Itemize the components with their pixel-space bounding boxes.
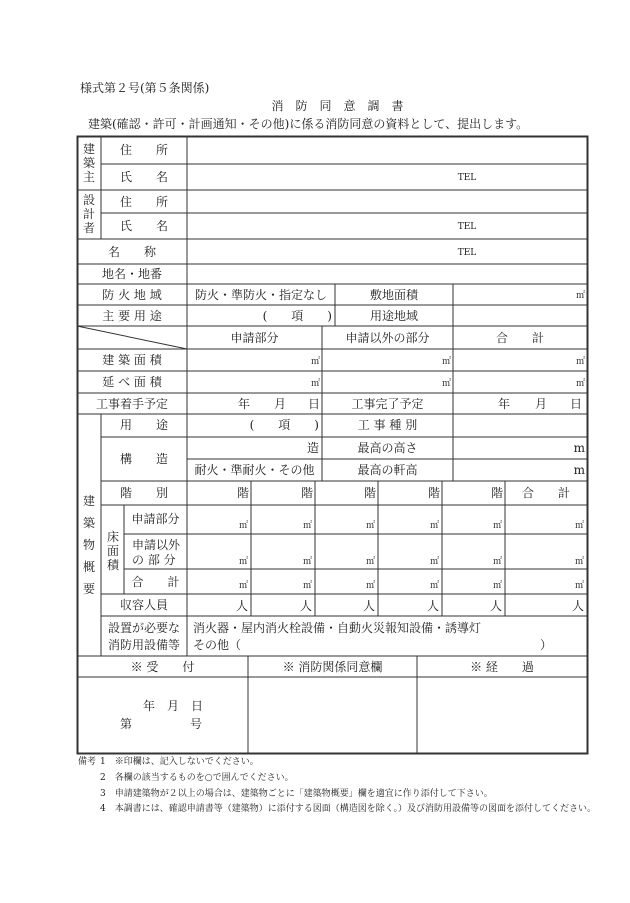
main-use-kou: ( 項 ) — [262, 309, 332, 323]
consent-header: ※ 消防関係同意欄 — [282, 660, 383, 674]
note-item: 3 申請建築物が２以上の場合は、建築物ごとに「建築物概要」欄を適宜に作り添付して下さい。 — [100, 789, 493, 799]
structure-label: 構 造 — [119, 452, 168, 466]
fireproof-options[interactable]: 耐火・準耐火・その他 — [194, 463, 315, 477]
unit-m2: ㎡ — [238, 521, 248, 531]
max-height-label: 最高の高さ — [357, 441, 418, 455]
floor-unit: 階 — [427, 486, 440, 500]
owner-group-label: 建築主 — [82, 142, 95, 184]
site-area-unit: ㎡ — [575, 291, 585, 301]
unit-person: 人 — [235, 599, 248, 613]
max-height-unit: m — [573, 441, 585, 455]
unit-m2: ㎡ — [441, 357, 451, 367]
unit-m2: ㎡ — [365, 581, 375, 591]
unit-person: 人 — [426, 599, 439, 613]
designer-name-label: 氏 名 — [119, 219, 168, 233]
unit-m2: ㎡ — [575, 379, 585, 389]
note-item: 1 ※印欄は、記入しないでください。 — [100, 757, 259, 767]
floor-unit: 階 — [300, 486, 313, 500]
unit-m2: ㎡ — [492, 521, 502, 531]
unit-m2: ㎡ — [574, 521, 584, 531]
finish-year: 年 — [498, 397, 511, 411]
owner-tel-label: TEL — [457, 173, 477, 183]
unit-m2: ㎡ — [365, 521, 375, 531]
finish-label: 工事完了予定 — [351, 397, 424, 411]
equip-other-close: ） — [540, 638, 553, 652]
form-number: 様式第２号(第５条関係) — [80, 81, 210, 95]
unit-m2: ㎡ — [302, 557, 312, 567]
building-area-label: 建 築 面 積 — [102, 353, 162, 367]
start-month: 月 — [274, 397, 287, 411]
col-total: 合 計 — [495, 331, 544, 345]
floor-area-label: 延 べ 面 積 — [102, 375, 162, 389]
notes-label: 備考 — [78, 757, 97, 767]
capacity-label: 収容人員 — [119, 598, 168, 612]
reception-no-prefix: 第 — [120, 717, 133, 731]
unit-person: 人 — [571, 599, 584, 613]
structure-zou: 造 — [306, 441, 319, 455]
applied-label: 申請部分 — [131, 512, 180, 526]
reception-header: ※ 受 付 — [130, 660, 195, 674]
floor-unit: 階 — [490, 486, 503, 500]
equip-label-2: 消防用設備等 — [107, 638, 180, 652]
unit-m2: ㎡ — [302, 581, 312, 591]
max-eave-unit: m — [573, 463, 585, 477]
unit-m2: ㎡ — [310, 379, 320, 389]
finish-month: 月 — [535, 397, 548, 411]
designer-address-label: 住 所 — [119, 195, 168, 209]
use-zone-label: 用途地域 — [369, 309, 418, 323]
fire-zone-options[interactable]: 防火・準防火・指定なし — [194, 288, 327, 302]
unit-m2: ㎡ — [492, 581, 502, 591]
unit-m2: ㎡ — [575, 357, 585, 367]
note-item: 4 本調書には、確認申請書等（建築物）に添付する図面（構造図を除く。）及び消防用設備等の図面を添付してください。 — [100, 804, 597, 814]
building-group-label: 建築物概要 — [82, 494, 95, 596]
floors-label: 階 別 — [119, 486, 168, 500]
equip-other[interactable]: その他（ — [193, 638, 242, 652]
unit-person: 人 — [299, 599, 312, 613]
finish-day: 日 — [570, 397, 583, 411]
location-label: 地名・地番 — [101, 267, 162, 281]
reception-no-suffix: 号 — [190, 717, 203, 731]
unit-m2: ㎡ — [310, 357, 320, 367]
unit-m2: ㎡ — [441, 379, 451, 389]
other-label-2: の 部 分 — [132, 553, 176, 567]
use-label: 用 途 — [119, 418, 168, 432]
sum-label: 合 計 — [131, 575, 180, 589]
start-label: 工事着手予定 — [95, 397, 168, 411]
unit-m2: ㎡ — [574, 557, 584, 567]
unit-m2: ㎡ — [574, 581, 584, 591]
use-kou: ( 項 ) — [249, 418, 319, 432]
unit-person: 人 — [362, 599, 375, 613]
equip-label-1: 設置が必要な — [107, 621, 180, 635]
name-tel-label: TEL — [457, 248, 477, 258]
unit-m2: ㎡ — [429, 581, 439, 591]
intro-text: 建築(確認・許可・計画通知・その他)に係る消防同意の資料として、提出します。 — [88, 117, 529, 131]
note-item: 2 各欄の該当するものを○で囲んでください。 — [100, 773, 294, 783]
owner-address-label: 住 所 — [119, 143, 168, 157]
start-day: 日 — [308, 397, 321, 411]
fire-zone-label: 防 火 地 域 — [102, 288, 162, 302]
site-area-label: 敷地面積 — [369, 288, 418, 302]
designer-tel-label: TEL — [457, 222, 477, 232]
unit-m2: ㎡ — [302, 521, 312, 531]
unit-m2: ㎡ — [429, 521, 439, 531]
equip-options[interactable]: 消火器・屋内消火栓設備・自動火災報知設備・誘導灯 — [193, 621, 482, 635]
unit-m2: ㎡ — [492, 557, 502, 567]
owner-name-label: 氏 名 — [119, 170, 168, 184]
building-name-label: 名 称 — [107, 245, 156, 259]
floor-area-group-label: 床面積 — [106, 530, 119, 572]
designer-group-label: 設計者 — [82, 193, 95, 235]
floor-unit: 階 — [363, 486, 376, 500]
col-applied: 申請部分 — [230, 331, 279, 345]
unit-m2: ㎡ — [238, 557, 248, 567]
unit-m2: ㎡ — [365, 557, 375, 567]
unit-m2: ㎡ — [429, 557, 439, 567]
work-type-label: 工 事 種 別 — [357, 418, 418, 432]
floors-total-label: 合 計 — [521, 486, 570, 500]
max-eave-label: 最高の軒高 — [357, 463, 418, 477]
floor-unit: 階 — [236, 486, 249, 500]
page-title: 消 防 同 意 調 書 — [271, 99, 404, 113]
unit-person: 人 — [489, 599, 502, 613]
reception-date: 年 月 日 — [143, 699, 204, 713]
unit-m2: ㎡ — [238, 581, 248, 591]
other-label-1: 申請以外 — [132, 538, 181, 552]
main-use-label: 主 要 用 途 — [102, 309, 162, 323]
progress-header: ※ 経 過 — [470, 660, 534, 674]
col-other: 申請以外の部分 — [345, 331, 430, 345]
start-year: 年 — [238, 397, 251, 411]
